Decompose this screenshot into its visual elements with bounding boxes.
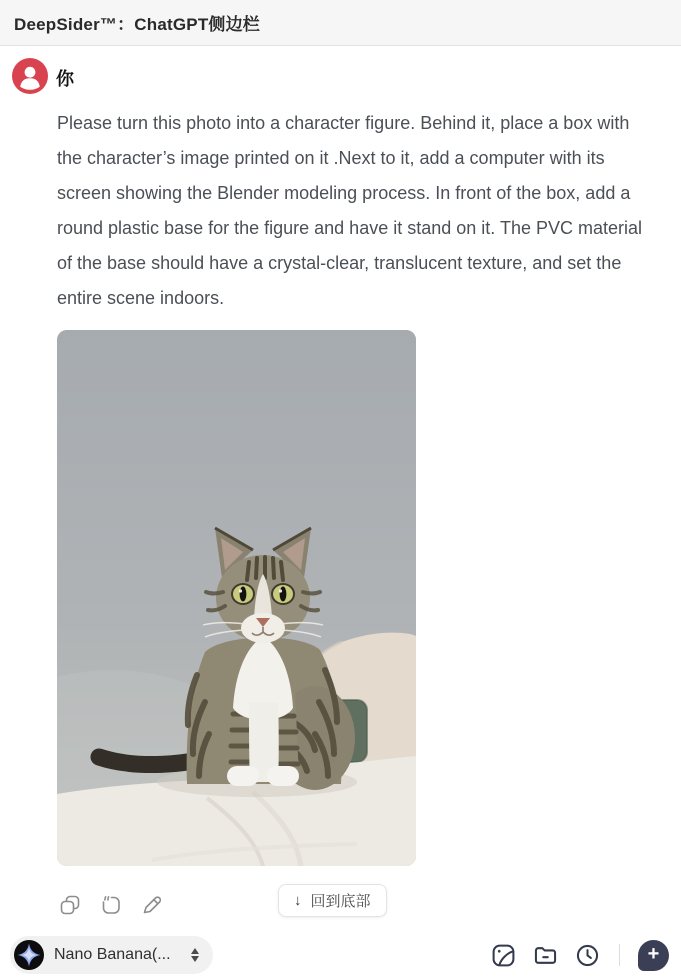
down-arrow-icon: ↓	[294, 892, 302, 909]
history-icon	[574, 942, 601, 969]
compose-icon	[490, 942, 517, 969]
footer-toolbar	[0, 930, 681, 980]
window-header	[0, 0, 681, 46]
cat-photo-illustration	[57, 330, 416, 866]
person-icon	[12, 58, 48, 94]
folder-button[interactable]	[532, 942, 559, 969]
history-button[interactable]	[574, 942, 601, 969]
back-to-bottom-button[interactable]	[278, 884, 387, 917]
user-avatar	[12, 58, 48, 94]
cat-photo[interactable]	[57, 330, 416, 866]
message-actions	[57, 892, 165, 918]
footer-divider	[619, 944, 620, 966]
copy-icon	[58, 893, 82, 917]
model-selector[interactable]	[10, 936, 213, 974]
folder-icon	[532, 942, 559, 969]
edit-icon	[140, 893, 164, 917]
model-selector-label: Nano Banana(...	[54, 946, 171, 963]
user-message-text: Please turn this photo into a character figure. Behind it, place a box with the character’s image printed on it .Next to it, add a computer with its screen showing the Blender modeling process. In front of the box, add a round plastic base for the figure and have it stand on it. The PVC material of the base should have a crystal-clear, translucent texture, and set the entire scene indoors.	[57, 113, 642, 308]
edit-button[interactable]	[139, 892, 165, 918]
quote-icon	[99, 893, 123, 917]
compose-button[interactable]	[490, 942, 517, 969]
back-to-bottom-label: 回到底部	[310, 893, 371, 910]
updown-arrows-icon	[191, 948, 199, 962]
new-chat-button[interactable]	[638, 940, 669, 971]
quote-button[interactable]	[98, 892, 124, 918]
footer-right-tools	[490, 940, 669, 971]
copy-button[interactable]	[57, 892, 83, 918]
message-author: 你	[56, 69, 74, 89]
page-title: DeepSider™：ChatGPT侧边栏	[14, 15, 261, 34]
plus-icon: +	[647, 943, 660, 965]
sparkle-logo-icon	[14, 940, 44, 970]
